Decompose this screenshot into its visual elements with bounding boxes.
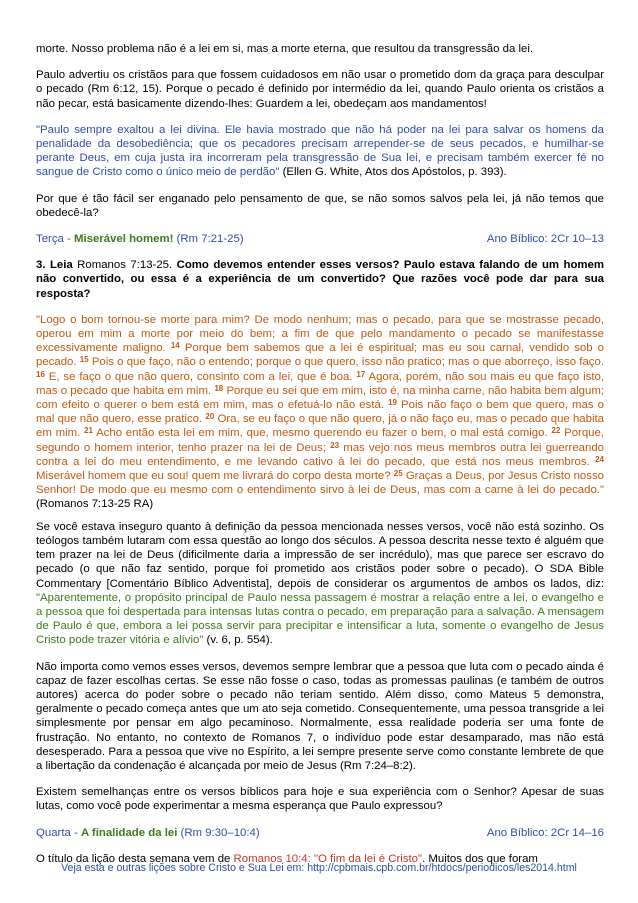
quote-text: "Paulo sempre exaltou a lei divina. Ele havia mostrado que não há poder na lei para salvar os homens da penalidade da desobediência; que os pecadores precisam arrepender-se de seus pecados, e humilhar-se perante Deus, em cuja justa ira incorreram pela transgressão de Sua lei, e precisam também exercer fé no sangue de Cristo como o único meio de perdão" xyxy=(36,123,604,179)
question-number: 3. Leia xyxy=(36,259,73,272)
verse-19: Pois não faço o bem que quero, mas o mal que não quero, esse pratico. xyxy=(36,399,604,426)
verse-16: E, se faço o que não quero, consinto com a lei, que é boa. xyxy=(44,370,357,383)
quote-reference: (Ellen G. White, Atos dos Apóstolos, p. 393). xyxy=(279,166,507,179)
verse-number: 20 xyxy=(205,412,215,422)
ano-biblico: Ano Bíblico: 2Cr 10–13 xyxy=(486,233,604,246)
verse-number: 15 xyxy=(79,355,89,365)
question-obedecer: Por que é tão fácil ser enganado pelo pensamento de que, se não somos salvos pela lei, já não temos que obedecê-la? xyxy=(36,192,604,219)
verse-13: "Logo o bom tornou-se morte para mim? De modo nenhum; mas o pecado, para que se mostrasse pecado, operou em mim a morte por meio do bem; a fim de que pelo mandamento o pecado se manifestasse excessivamente maligno. xyxy=(36,313,604,355)
verse-24: Miserável homem que eu sou! quem me livrará do corpo desta morte? xyxy=(36,470,394,483)
commentary-reference: (v. 6, p. 554). xyxy=(203,634,273,647)
day-header-terca xyxy=(36,232,604,246)
day-title xyxy=(36,826,260,840)
commentary-quote: "Aparentemente, o propósito principal de Paulo nessa passagem é mostrar a relação entre a lei, o evangelho e a pessoa que foi despertada para intensas lutas contra o pecado, em preparação para a salvação. A mensagem de Paulo é que, embora a lei possa servir para precipitar e intensificar a luta, somente o evangelho de Jesus Cristo pode trazer vitória e alívio" xyxy=(36,591,604,647)
verse-18: Porque eu sei que em mim, isto é, na minha carne, não habita bem algum; com efeito o querer o bem está em mim, mas o efetuá-lo não está. xyxy=(36,384,604,412)
day-header-quarta xyxy=(36,826,604,840)
ano-biblico: Ano Bíblico: 2Cr 14–16 xyxy=(486,826,604,839)
verse-number: 23 xyxy=(330,440,340,450)
day-topic: Miserável homem! xyxy=(73,233,174,246)
question-text: Como devemos entender esses versos? Paulo estava falando de um homem não convertido, ou essa é a experiência de um convertido? Que razões você pode dar para sua resposta? xyxy=(36,259,604,300)
verse-25: Graças a Deus, por Jesus Cristo nosso Senhor! De modo que eu mesmo com o entendimento sirvo à lei de Deus, mas com a carne à lei do pecado." xyxy=(36,470,604,497)
day-reference: (Rm 9:30–10:4) xyxy=(177,826,260,839)
verse-17: Agora, porém, não sou mais eu que faço isto, mas o pecado que habita em mim. xyxy=(36,370,604,397)
verse-number: 16 xyxy=(36,369,45,379)
comment-text: Se você estava inseguro quanto à definição da pessoa mencionada nesses versos, você não está sozinho. Os teólogos também lutaram com essa questão ao longo dos séculos. A pessoa descrita nesse texto é alguém que tem prazer na lei de Deus (dificilmente daria a impressão de ser incrédulo), mas que parece ser escravo do pecado (o que não faz sentido, porque foi prometido aos cristãos poder sobre o pecado). O SDA Bible Commentary [Comentário Bíblico Adventista], depois de considerar os argumentos de ambos os lados, diz: xyxy=(36,520,604,590)
verse-number: 19 xyxy=(388,398,397,408)
paragraph-comment xyxy=(36,520,604,648)
verse-number: 24 xyxy=(595,454,604,464)
day-label: Terça - xyxy=(36,233,74,246)
paragraph-existem: Existem semelhanças entre os versos bíblicos para hoje e sua experiência com o Senhor? Apesar de suas lutas, como você pode experimentar a mesma esperança que Paulo expressou? xyxy=(36,786,604,813)
verse-number: 17 xyxy=(356,369,366,379)
verse-21: Acho então esta lei em mim, que, mesmo querendo eu fazer o bem, o mal está comigo. xyxy=(92,427,552,440)
verse-number: 22 xyxy=(551,426,561,436)
passage-reference: (Romanos 7:13-25 RA) xyxy=(36,498,154,511)
verse-number: 14 xyxy=(170,341,180,351)
verse-number: 21 xyxy=(84,426,93,436)
verse-14: Porque bem sabemos que a lei é espiritual; mas eu sou carnal, vendido sob o pecado. xyxy=(36,342,604,369)
paragraph-paulo-advertiu: Paulo advertiu os cristãos para que fossem cuidadosos em não usar o prometido dom da graça para desculpar o pecado (Rm 6:12, 15). Porque o pecado é definido por intermédio da lei, quando Paulo orienta os cristãos a não pecar, está basicamente dizendo-lhes: Guardem a lei, obedeçam aos mandamentos! xyxy=(36,69,604,110)
verse-number: 18 xyxy=(214,383,224,393)
footer-link[interactable]: Veja esta e outras lições sobre Cristo e Sua Lei em: http://cpbmais.cpb.com.br/htdocs/periodicos/les2014.html xyxy=(61,862,577,874)
romans-passage xyxy=(36,313,604,512)
question-3 xyxy=(36,258,604,301)
verse-22: Porque, segundo o homem interior, tenho prazer na lei de Deus; xyxy=(36,427,604,454)
ellen-white-quote xyxy=(36,123,604,180)
verse-20: Ora, se eu faço o que não quero, já o não faço eu, mas o pecado que habita em mim. xyxy=(36,413,604,440)
day-title xyxy=(36,232,244,246)
question-reference: Romanos 7:13-25. xyxy=(72,259,177,272)
day-label: Quarta - xyxy=(36,826,81,839)
romanos-quote: Romanos 10:4: "O fim da lei é Cristo" xyxy=(233,852,423,865)
paragraph-nao-importa: Não importa como vemos esses versos, devemos sempre lembrar que a pessoa que luta com o pecado ainda é capaz de fazer escolhas certas. Se esse não fosse o caso, todas as promessas paulinas (e também de outros autores) acerca do poder sobre o pecado não teriam sentido. Além disso, como Mateus 5 demonstra, geralmente o pecado começa antes que um ato seja cometido. Consequentemente, uma pessoa transgride a lei simplesmente por pensar em algo pecaminoso. Normalmente, essa realidade poderia ser uma fonte de frustração. No entanto, no contexto de Romanos 7, o indivíduo pode estar desamparado, mas não está desesperado. Para a pessoa que vive no Espírito, a lei sempre presente serve como constante lembrete de que a libertação da condenação é alcançada por meio de Jesus (Rm 7:24–8:2). xyxy=(36,660,604,772)
day-topic: A finalidade da lei xyxy=(80,826,178,839)
day-reference: (Rm 7:21-25) xyxy=(173,233,244,246)
verse-15: Pois o que faço, não o entendo; porque o que quero, isso não pratico; mas o que aborreço, isso faço. xyxy=(88,356,604,369)
paragraph-morte: morte. Nosso problema não é a lei em si, mas a morte eterna, que resultou da transgressão da lei. xyxy=(36,43,534,55)
verse-23: mas vejo nos meus membros outra lei guerreando contra a lei do meu entendimento, e me levando cativo à lei do pecado, que está nos meus membros. xyxy=(36,441,604,468)
text-end: . Muitos dos que foram xyxy=(422,852,538,865)
text-start: O título da lição desta semana vem de xyxy=(36,852,234,865)
verse-number: 25 xyxy=(393,469,403,479)
